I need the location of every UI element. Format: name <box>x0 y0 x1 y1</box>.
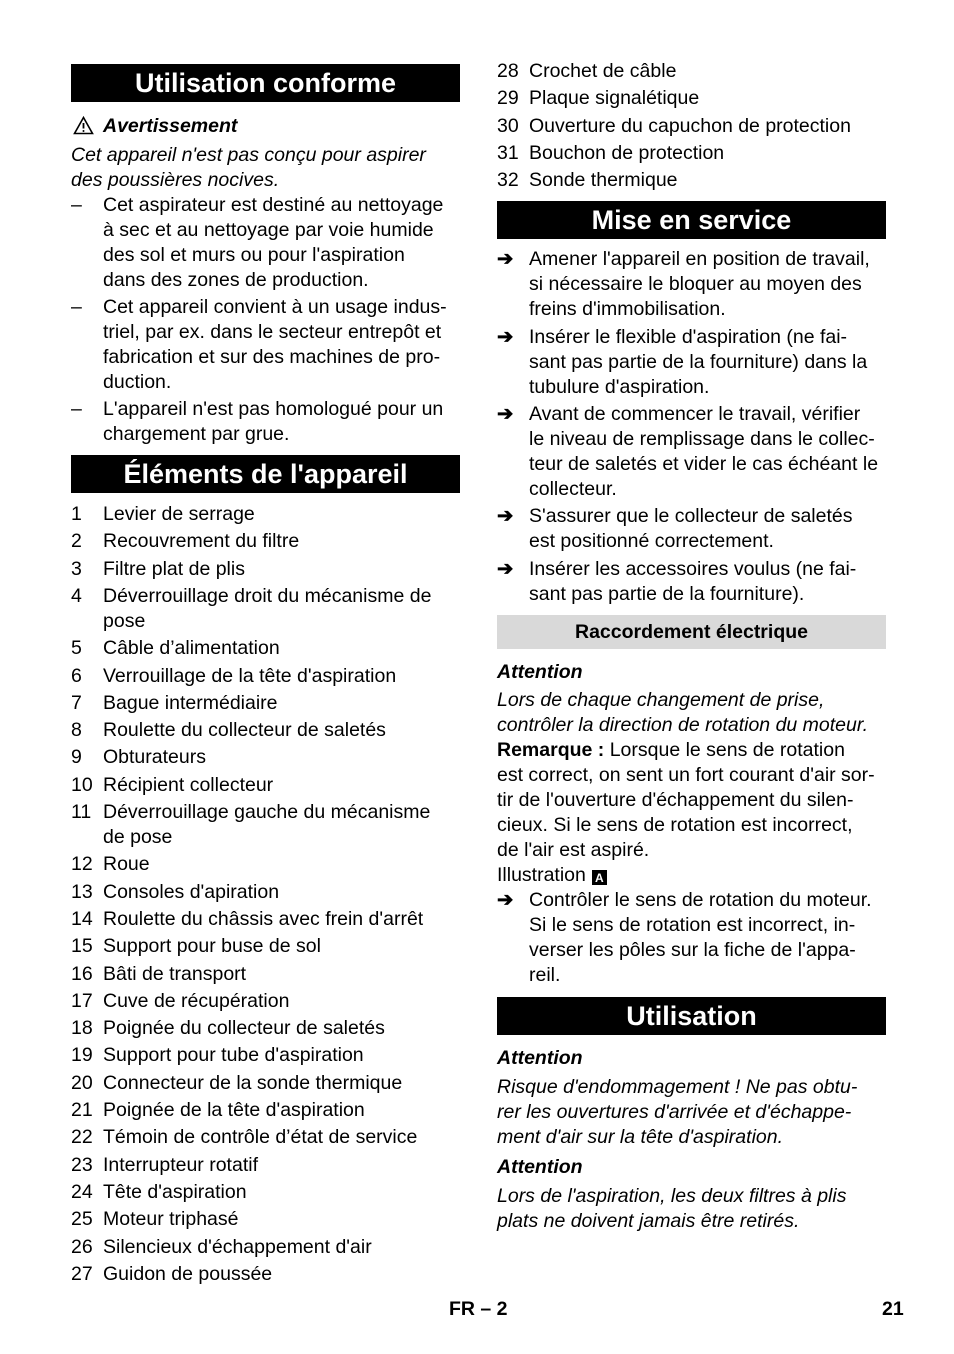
list-item-line: chargement par grue. <box>103 423 290 445</box>
part-number: 1 <box>71 503 82 525</box>
list-item-line: des sol et murs ou pour l'aspiration <box>103 244 405 266</box>
dash-bullet: – <box>71 398 82 420</box>
attention-text-line: contrôler la direction de rotation du moteur. <box>497 714 869 736</box>
part-label: Bouchon de protection <box>529 141 725 164</box>
list-item-line: dans des zones de production. <box>103 269 369 291</box>
step-line: Insérer les accessoires voulus (ne fai- <box>529 558 857 580</box>
section-title-mise-en-service: Mise en service <box>497 201 886 239</box>
part-label: de pose <box>103 826 173 848</box>
part-label: Interrupteur rotatif <box>103 1153 258 1176</box>
part-number: 24 <box>71 1180 93 1203</box>
attention-text-line: ment d'air sur la tête d'aspiration. <box>497 1126 784 1148</box>
part-label: Levier de serrage <box>103 503 255 525</box>
attention-label: Attention <box>497 1047 583 1069</box>
part-label: Consoles d'apiration <box>103 880 280 903</box>
remark-line: tir de l'ouverture d'échappement du silen- <box>497 789 854 811</box>
remark-line: de l'air est aspiré. <box>497 839 650 861</box>
part-label: Poignée de la tête d'aspiration <box>103 1099 365 1121</box>
list-item-line: Cet aspirateur est destiné au nettoyage <box>103 194 444 216</box>
part-number: 15 <box>71 935 93 958</box>
list-item-line: à sec et au nettoyage par voie humide <box>103 219 434 241</box>
part-number: 5 <box>71 637 82 660</box>
attention-label: Attention <box>497 661 583 683</box>
part-number: 18 <box>71 1017 93 1040</box>
step-line: freins d'immobilisation. <box>529 298 726 320</box>
part-number: 12 <box>71 853 93 876</box>
step-line: verser les pôles sur la fiche de l'appa- <box>529 939 856 961</box>
step-line: sant pas partie de la fourniture) dans la <box>529 351 868 373</box>
dash-bullet: – <box>71 296 82 318</box>
part-label: Sonde thermique <box>529 169 678 192</box>
step-line: si nécessaire le bloquer au moyen des <box>529 273 862 295</box>
step-line: Amener l'appareil en position de travail, <box>529 248 870 270</box>
part-label: Support pour buse de sol <box>103 935 321 958</box>
part-number: 14 <box>71 907 93 930</box>
part-number: 19 <box>71 1044 93 1067</box>
part-number: 25 <box>71 1208 93 1231</box>
part-label: Ouverture du capuchon de protection <box>529 114 851 137</box>
part-label: Témoin de contrôle d’état de service <box>103 1126 418 1149</box>
list-item-line: duction. <box>103 371 172 393</box>
remark-label: Remarque : <box>497 739 605 761</box>
step-line: collecteur. <box>529 478 617 500</box>
subsection-title-raccordement: Raccordement électrique <box>497 615 886 649</box>
part-number: 8 <box>71 719 82 742</box>
remark-text: Lorsque le sens de rotation <box>604 739 845 761</box>
dash-bullet: – <box>71 194 82 216</box>
part-label: Filtre plat de plis <box>103 557 245 580</box>
part-number: 29 <box>497 87 519 110</box>
attention-text-line: plats ne doivent jamais être retirés. <box>497 1210 800 1232</box>
part-label: pose <box>103 609 146 632</box>
part-label: Roulette du châssis avec frein d'arrêt <box>103 907 424 930</box>
part-number: 32 <box>497 169 519 192</box>
attention-text-line: Risque d'endommagement ! Ne pas obtu- <box>497 1076 858 1098</box>
step-line: Avant de commencer le travail, vérifier <box>529 403 861 425</box>
step-line: teur de saletés et vider le cas échéant le <box>529 453 879 475</box>
step-line: Contrôler le sens de rotation du moteur. <box>529 889 872 911</box>
part-label: Silencieux d'échappement d'air <box>103 1235 372 1258</box>
footer-page-number: 21 <box>882 1298 904 1320</box>
part-label: Recouvrement du filtre <box>103 530 300 553</box>
part-label: Plaque signalétique <box>529 87 700 110</box>
step-line: est positionné correctement. <box>529 530 774 552</box>
part-number: 21 <box>71 1099 93 1121</box>
step-line: tubulure d'aspiration. <box>529 376 710 398</box>
remark-line: cieux. Si le sens de rotation est incorrect, <box>497 814 853 836</box>
part-number: 9 <box>71 746 82 769</box>
part-number: 2 <box>71 530 82 553</box>
arrow-icon: ➔ <box>497 505 514 527</box>
step-line: le niveau de remplissage dans le collec- <box>529 428 875 450</box>
part-number: 10 <box>71 773 93 796</box>
part-label: Verrouillage de la tête d'aspiration <box>103 664 397 687</box>
step-line: S'assurer que le collecteur de saletés <box>529 505 853 527</box>
arrow-icon: ➔ <box>497 889 514 911</box>
part-label: Roue <box>103 853 150 876</box>
attention-text-line: rer les ouvertures d'arrivée et d'échappe- <box>497 1101 852 1123</box>
warning-text-line: des poussières nocives. <box>71 169 280 191</box>
part-label: Bâti de transport <box>103 962 247 985</box>
list-item-line: Cet appareil convient à un usage indus- <box>103 296 447 318</box>
part-label: Câble d’alimentation <box>103 637 280 660</box>
illustration-reference <box>497 863 607 888</box>
part-label: Tête d'aspiration <box>103 1180 247 1203</box>
warning-label: Avertissement <box>103 115 238 137</box>
warning-triangle-icon <box>73 116 94 135</box>
part-number: 6 <box>71 664 82 687</box>
list-item-line: triel, par ex. dans le secteur entrepôt et <box>103 321 442 343</box>
part-number: 11 <box>71 801 92 823</box>
footer-language-page: FR – 2 <box>449 1298 508 1320</box>
step-line: reil. <box>529 964 561 986</box>
part-number: 4 <box>71 584 82 607</box>
attention-label: Attention <box>497 1156 583 1178</box>
part-number: 23 <box>71 1153 93 1176</box>
part-number: 31 <box>497 141 519 164</box>
illustration-label: Illustration <box>497 864 586 886</box>
part-number: 13 <box>71 880 93 903</box>
arrow-icon: ➔ <box>497 403 514 425</box>
part-number: 17 <box>71 989 93 1012</box>
part-label: Obturateurs <box>103 746 206 769</box>
attention-text-line: Lors de l'aspiration, les deux filtres à plis <box>497 1185 847 1207</box>
part-label: Support pour tube d'aspiration <box>103 1044 364 1067</box>
illustration-a-icon: A <box>592 870 607 885</box>
remark-line: est correct, on sent un fort courant d'air sor- <box>497 764 875 786</box>
part-number: 7 <box>71 691 82 714</box>
part-number: 22 <box>71 1126 93 1149</box>
part-label: Moteur triphasé <box>103 1208 239 1231</box>
list-item-line: fabrication et sur des machines de pro- <box>103 346 441 368</box>
part-label: Cuve de récupération <box>103 989 290 1012</box>
arrow-icon: ➔ <box>497 558 514 580</box>
list-item-line: L'appareil n'est pas homologué pour un <box>103 398 444 420</box>
part-label: Déverrouillage droit du mécanisme de <box>103 584 432 607</box>
arrow-icon: ➔ <box>497 326 514 348</box>
step-line: Si le sens de rotation est incorrect, in- <box>529 914 856 936</box>
part-number: 28 <box>497 60 519 82</box>
part-number: 30 <box>497 114 519 137</box>
section-title-utilisation-conforme: Utilisation conforme <box>71 64 460 102</box>
part-number: 20 <box>71 1071 93 1094</box>
part-label: Bague intermédiaire <box>103 691 278 714</box>
part-number: 3 <box>71 557 82 580</box>
part-label: Guidon de poussée <box>103 1262 273 1285</box>
part-number: 27 <box>71 1262 93 1285</box>
part-label: Déverrouillage gauche du mécanisme <box>103 801 431 823</box>
step-line: sant pas partie de la fourniture). <box>529 583 805 605</box>
part-label: Crochet de câble <box>529 60 677 82</box>
warning-text-line: Cet appareil n'est pas conçu pour aspirer <box>71 144 426 166</box>
section-title-utilisation: Utilisation <box>497 997 886 1035</box>
part-number: 16 <box>71 962 93 985</box>
part-label: Roulette du collecteur de saletés <box>103 719 386 742</box>
step-line: Insérer le flexible d'aspiration (ne fai- <box>529 326 848 348</box>
part-label: Poignée du collecteur de saletés <box>103 1017 385 1040</box>
section-title-elements: Éléments de l'appareil <box>71 455 460 493</box>
part-number: 26 <box>71 1235 93 1258</box>
arrow-icon: ➔ <box>497 248 514 270</box>
remark-line <box>497 738 845 763</box>
attention-text-line: Lors de chaque changement de prise, <box>497 689 825 711</box>
part-label: Connecteur de la sonde thermique <box>103 1071 403 1094</box>
part-label: Récipient collecteur <box>103 773 274 796</box>
